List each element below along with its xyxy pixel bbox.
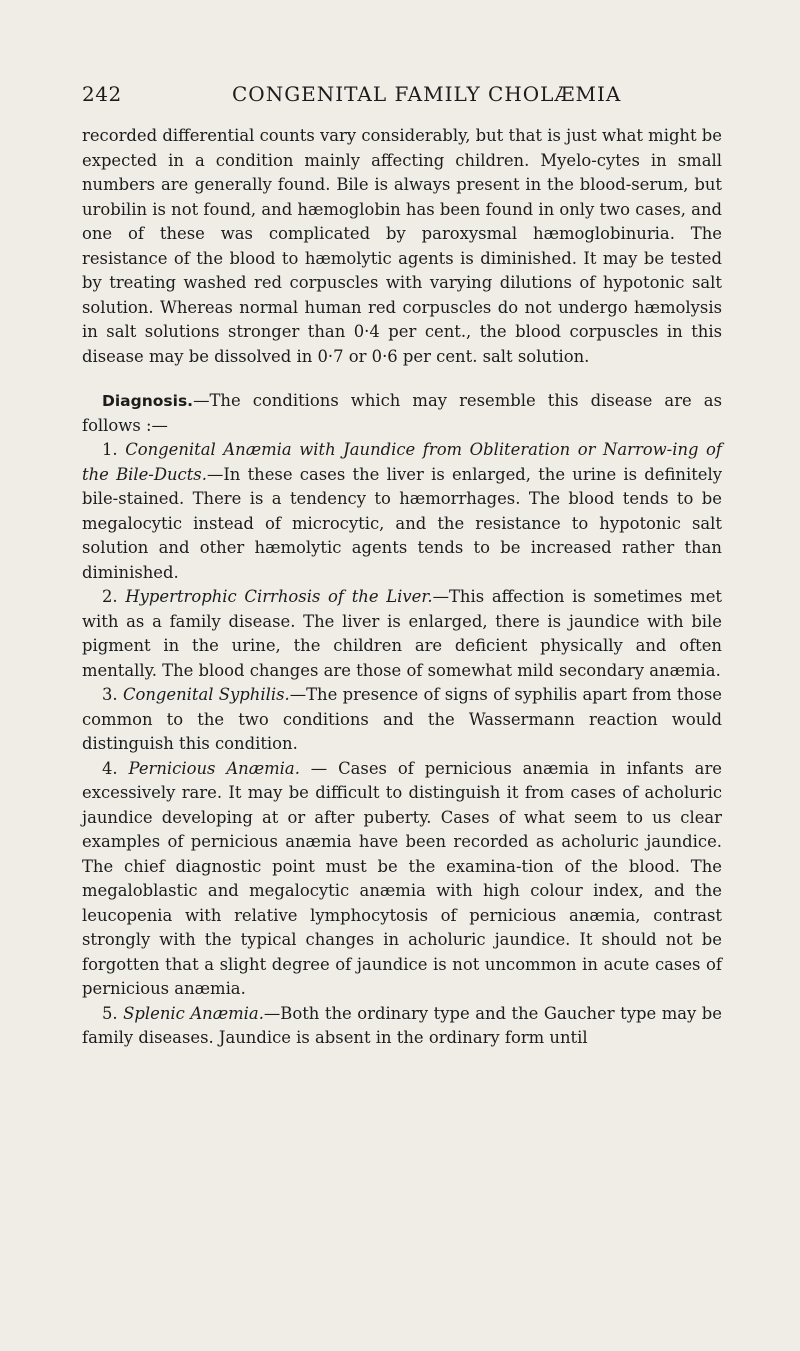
item-number: 5. (102, 1003, 118, 1023)
item-text: — Cases of pernicious anæmia in infants are excessively rare. It may be difficult to distinguish it from cases of acholuric jaundice developing at or after puberty. Cases of what seem to us clear examples of pernicious anæmia have been recorded as acholuric jaundice. The chief diagnostic point must be the examina-tion of the blood. The megaloblastic and megalocytic anæmia with high colour index, and the leucopenia with relative lymphocytosis of pernicious anæmia, contrast strongly with the typical changes in acholuric jaundice. It should not be forgotten that a slight degree of jaundice is not uncommon in acute cases of pernicious anæmia. (82, 758, 722, 998)
list-item (82, 585, 722, 683)
list-item (82, 1002, 722, 1051)
item-text: —Both the ordinary type and the Gaucher type may be family diseases. Jaundice is absent in the ordinary form until (82, 1003, 722, 1047)
diagnosis-intro: —The conditions which may resemble this disease are as follows :— (82, 391, 722, 435)
item-title: Pernicious Anæmia. (128, 758, 300, 778)
opening-paragraph: recorded differential counts vary considerably, but that is just what might be expected in a condition mainly affecting children. Myelo-cytes in small numbers are generally found. Bile is always present in the blood-serum, but urobilin is not found, and hæmoglobin has been found in only two cases, and one of these was complicated by paroxysmal hæmoglobinuria. The resistance of the blood to hæmolytic agents is diminished. It may be tested by treating washed red corpuscles with varying dilutions of hypotonic salt solution. Whereas normal human red corpuscles do not undergo hæmolysis in salt solutions stronger than 0·4 per cent., the blood corpuscles in this disease may be dissolved in 0·7 or 0·6 per cent. salt solution. (82, 126, 722, 366)
item-title: Congenital Syphilis. (122, 685, 290, 704)
item-text: —In these cases the liver is enlarged, the urine is definitely bile-stained. There is a tendency to hæmorrhages. The blood tends to be megalocytic instead of microcytic, and the resistance to hypotonic salt solution and other hæmolytic agents tends to be increased rather than diminished. (82, 464, 723, 582)
chapter-title: CONGENITAL FAMILY CHOLÆMIA (232, 82, 622, 106)
item-title: Congenital Anæmia with Jaundice from Obliteration or Narrow-ing of the Bile-Ducts. (82, 440, 722, 484)
list-item (82, 438, 722, 585)
item-number: 1. (102, 440, 118, 459)
list-item (82, 683, 722, 757)
running-head (82, 82, 722, 118)
diagnosis-paragraph (82, 389, 722, 438)
diagnosis-heading: Diagnosis. (102, 392, 194, 410)
body-text (82, 124, 722, 1051)
list-item (82, 757, 722, 1002)
item-number: 2. (102, 587, 118, 606)
item-number: 4. (102, 758, 118, 778)
item-text: —This affection is sometimes met with as a family disease. The liver is enlarged, there is jaundice with bile pigment in the urine, the children are deficient physically and often mentally. The blood changes are those of somewhat mild secondary anæmia. (82, 587, 722, 680)
item-number: 3. (102, 685, 118, 704)
item-text: —The presence of signs of syphilis apart from those common to the two conditions and the Wassermann reaction would distinguish this condition. (82, 685, 722, 753)
book-page (82, 82, 722, 1051)
item-title: Hypertrophic Cirrhosis of the Liver. (125, 587, 433, 606)
item-title: Splenic Anæmia. (123, 1003, 264, 1023)
page-number: 242 (82, 82, 122, 106)
